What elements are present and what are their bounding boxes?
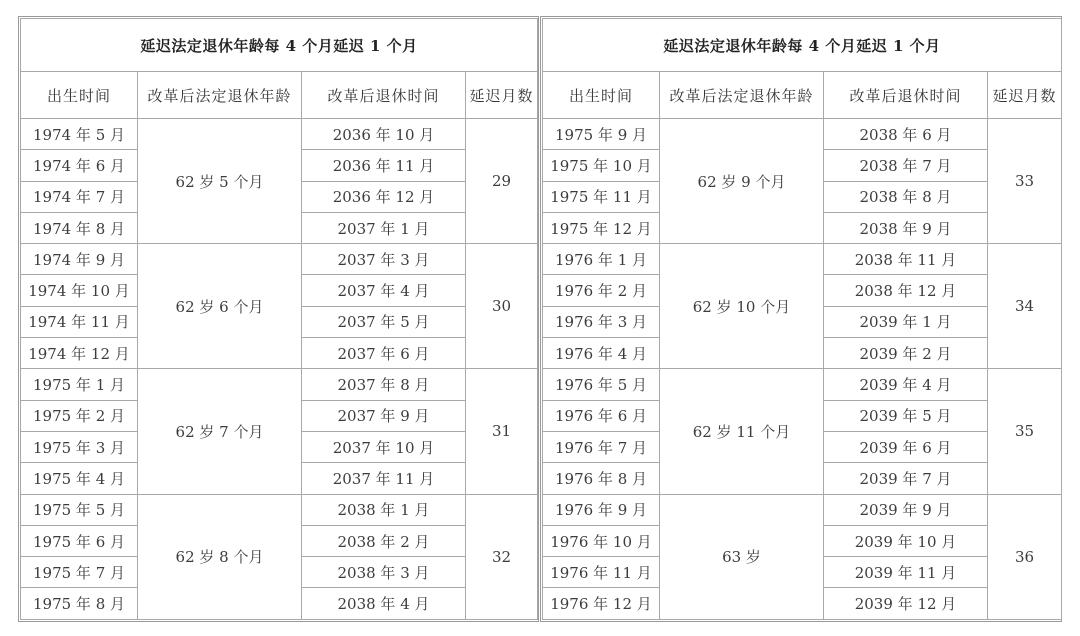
delay-months-cell: 36 [988, 494, 1062, 619]
retirement-age-cell: 62 岁 7 个月 [138, 369, 302, 494]
birth-date-cell: 1976 年 2 月 [543, 275, 660, 306]
birth-date-cell: 1976 年 11 月 [543, 557, 660, 588]
birth-date-cell: 1976 年 10 月 [543, 525, 660, 556]
header-birth-date: 出生时间 [543, 72, 660, 119]
retirement-age-cell: 63 岁 [660, 494, 824, 619]
delay-months-cell: 29 [466, 119, 538, 244]
birth-date-cell: 1975 年 5 月 [21, 494, 138, 525]
birth-date-cell: 1974 年 9 月 [21, 244, 138, 275]
retirement-time-cell: 2037 年 9 月 [302, 400, 466, 431]
birth-date-cell: 1974 年 10 月 [21, 275, 138, 306]
birth-date-cell: 1974 年 7 月 [21, 181, 138, 212]
birth-date-cell: 1975 年 10 月 [543, 150, 660, 181]
table-title: 延迟法定退休年龄每 4 个月延迟 1 个月 [543, 19, 1062, 72]
retirement-time-cell: 2039 年 7 月 [824, 463, 988, 494]
birth-date-cell: 1974 年 8 月 [21, 212, 138, 243]
retirement-age-cell: 62 岁 5 个月 [138, 119, 302, 244]
retirement-time-cell: 2037 年 8 月 [302, 369, 466, 400]
retirement-time-cell: 2038 年 12 月 [824, 275, 988, 306]
birth-date-cell: 1974 年 6 月 [21, 150, 138, 181]
birth-date-cell: 1974 年 12 月 [21, 338, 138, 369]
birth-date-cell: 1975 年 12 月 [543, 212, 660, 243]
retirement-table-left [20, 18, 538, 620]
retirement-time-cell: 2038 年 7 月 [824, 150, 988, 181]
birth-date-cell: 1976 年 3 月 [543, 306, 660, 337]
retirement-time-cell: 2038 年 11 月 [824, 244, 988, 275]
left-table-panel [20, 18, 537, 620]
retirement-time-cell: 2037 年 3 月 [302, 244, 466, 275]
delay-months-cell: 33 [988, 119, 1062, 244]
retirement-time-cell: 2038 年 3 月 [302, 557, 466, 588]
birth-date-cell: 1976 年 8 月 [543, 463, 660, 494]
retirement-time-cell: 2039 年 12 月 [824, 588, 988, 619]
retirement-time-cell: 2038 年 6 月 [824, 119, 988, 150]
table-row [543, 494, 1062, 525]
birth-date-cell: 1975 年 1 月 [21, 369, 138, 400]
delay-months-cell: 31 [466, 369, 538, 494]
header-birth-date: 出生时间 [21, 72, 138, 119]
header-delay-months: 延迟月数 [466, 72, 538, 119]
delay-months-cell: 30 [466, 244, 538, 369]
retirement-time-cell: 2039 年 6 月 [824, 431, 988, 462]
birth-date-cell: 1976 年 5 月 [543, 369, 660, 400]
header-delay-months: 延迟月数 [988, 72, 1062, 119]
retirement-time-cell: 2038 年 9 月 [824, 212, 988, 243]
retirement-time-cell: 2037 年 11 月 [302, 463, 466, 494]
retirement-time-cell: 2037 年 5 月 [302, 306, 466, 337]
header-retirement-age: 改革后法定退休年龄 [138, 72, 302, 119]
retirement-age-cell: 62 岁 9 个月 [660, 119, 824, 244]
retirement-time-cell: 2036 年 10 月 [302, 119, 466, 150]
header-retirement-age: 改革后法定退休年龄 [660, 72, 824, 119]
right-table-panel [542, 18, 1061, 620]
table-row [543, 244, 1062, 275]
retirement-time-cell: 2037 年 10 月 [302, 431, 466, 462]
retirement-time-cell: 2036 年 11 月 [302, 150, 466, 181]
birth-date-cell: 1976 年 1 月 [543, 244, 660, 275]
birth-date-cell: 1975 年 7 月 [21, 557, 138, 588]
birth-date-cell: 1975 年 11 月 [543, 181, 660, 212]
birth-date-cell: 1976 年 4 月 [543, 338, 660, 369]
birth-date-cell: 1975 年 3 月 [21, 431, 138, 462]
retirement-time-cell: 2039 年 11 月 [824, 557, 988, 588]
panel-divider [538, 16, 541, 622]
delay-months-cell: 32 [466, 494, 538, 619]
retirement-time-cell: 2037 年 6 月 [302, 338, 466, 369]
birth-date-cell: 1974 年 11 月 [21, 306, 138, 337]
table-title: 延迟法定退休年龄每 4 个月延迟 1 个月 [21, 19, 538, 72]
retirement-age-cell: 62 岁 6 个月 [138, 244, 302, 369]
retirement-table-right [542, 18, 1062, 620]
retirement-time-cell: 2039 年 5 月 [824, 400, 988, 431]
retirement-time-cell: 2039 年 2 月 [824, 338, 988, 369]
retirement-age-cell: 62 岁 10 个月 [660, 244, 824, 369]
birth-date-cell: 1975 年 2 月 [21, 400, 138, 431]
birth-date-cell: 1974 年 5 月 [21, 119, 138, 150]
retirement-time-cell: 2039 年 1 月 [824, 306, 988, 337]
birth-date-cell: 1975 年 4 月 [21, 463, 138, 494]
table-row [21, 119, 538, 150]
retirement-time-cell: 2038 年 2 月 [302, 525, 466, 556]
table-row [21, 244, 538, 275]
table-row [543, 119, 1062, 150]
retirement-age-cell: 62 岁 8 个月 [138, 494, 302, 619]
header-retirement-time: 改革后退休时间 [824, 72, 988, 119]
retirement-time-cell: 2039 年 10 月 [824, 525, 988, 556]
table-row [21, 369, 538, 400]
birth-date-cell: 1975 年 9 月 [543, 119, 660, 150]
retirement-time-cell: 2039 年 4 月 [824, 369, 988, 400]
retirement-age-cell: 62 岁 11 个月 [660, 369, 824, 494]
delay-months-cell: 34 [988, 244, 1062, 369]
retirement-time-cell: 2038 年 8 月 [824, 181, 988, 212]
retirement-time-cell: 2037 年 4 月 [302, 275, 466, 306]
delay-months-cell: 35 [988, 369, 1062, 494]
birth-date-cell: 1976 年 6 月 [543, 400, 660, 431]
birth-date-cell: 1976 年 9 月 [543, 494, 660, 525]
retirement-time-cell: 2039 年 9 月 [824, 494, 988, 525]
birth-date-cell: 1976 年 12 月 [543, 588, 660, 619]
retirement-time-cell: 2037 年 1 月 [302, 212, 466, 243]
header-retirement-time: 改革后退休时间 [302, 72, 466, 119]
birth-date-cell: 1976 年 7 月 [543, 431, 660, 462]
retirement-time-cell: 2038 年 4 月 [302, 588, 466, 619]
table-row [21, 494, 538, 525]
birth-date-cell: 1975 年 6 月 [21, 525, 138, 556]
birth-date-cell: 1975 年 8 月 [21, 588, 138, 619]
table-row [543, 369, 1062, 400]
retirement-time-cell: 2038 年 1 月 [302, 494, 466, 525]
retirement-time-cell: 2036 年 12 月 [302, 181, 466, 212]
